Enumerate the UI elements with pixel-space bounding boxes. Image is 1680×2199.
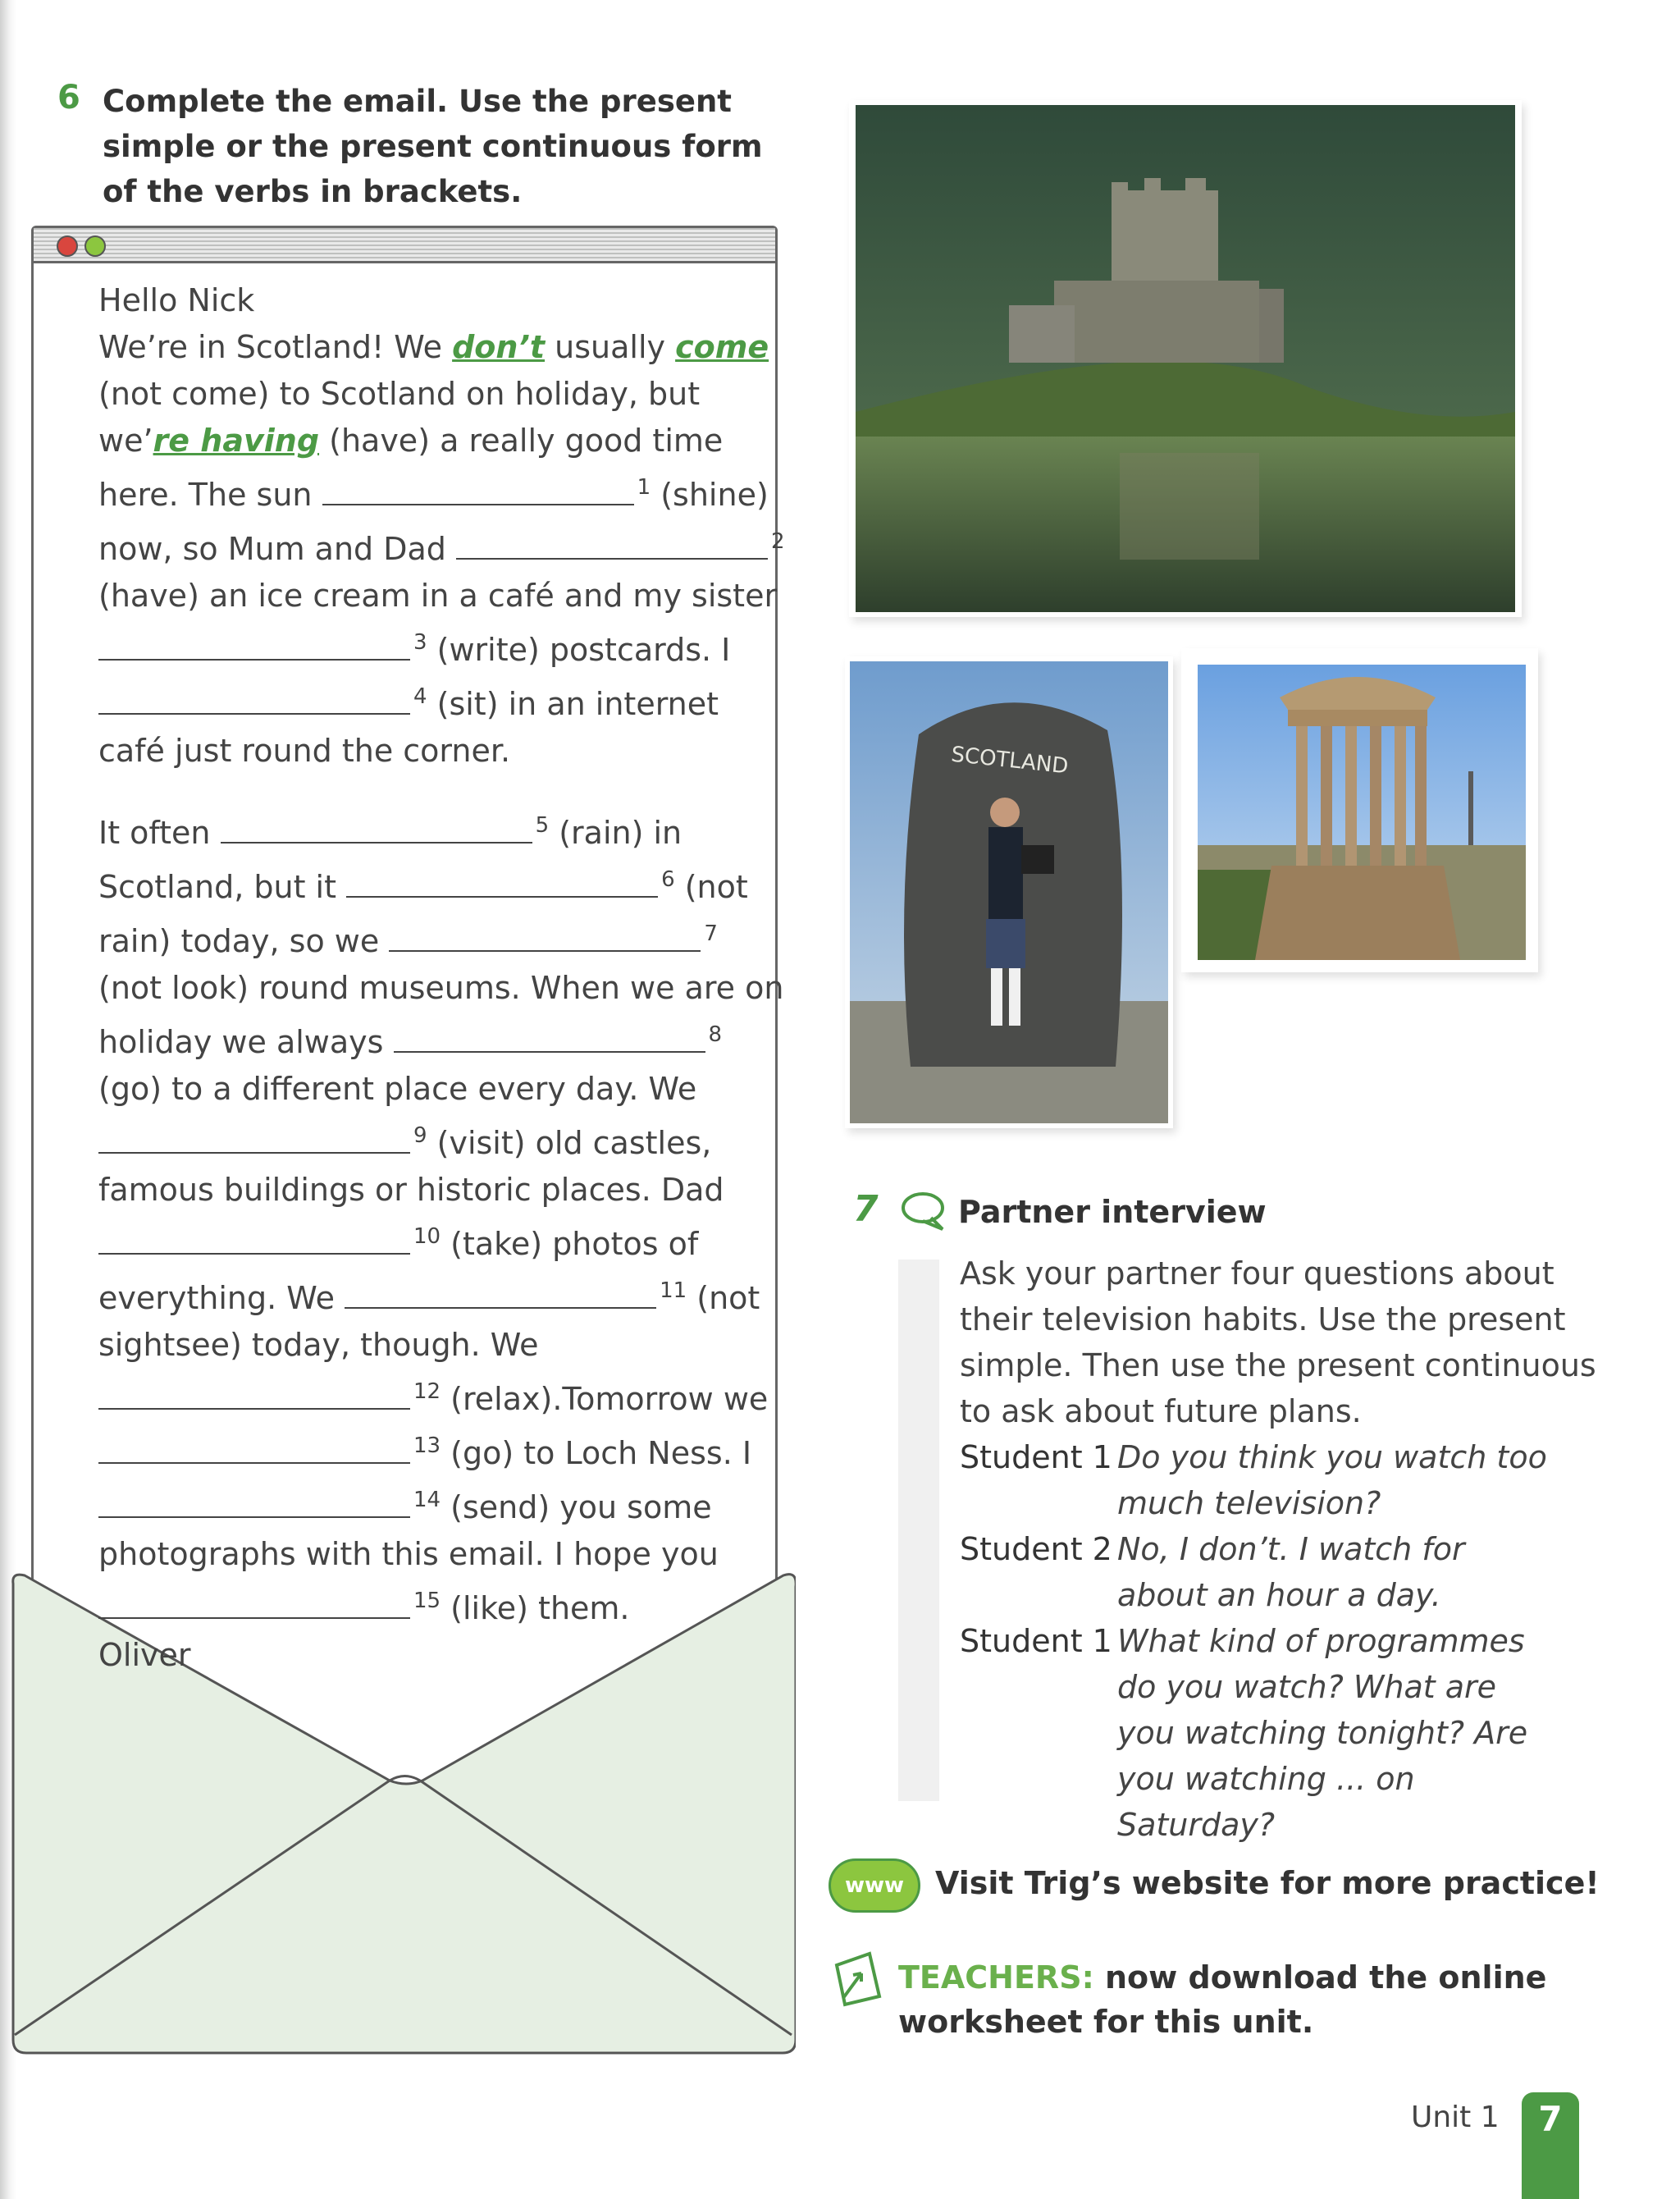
teachers-download-note xyxy=(898,1955,1554,2044)
unit-label: Unit 1 xyxy=(1411,2101,1500,2134)
answer-blank[interactable] xyxy=(98,1127,410,1154)
answer-blank[interactable] xyxy=(98,1438,410,1464)
dialogue-text: What kind of programmes do you watch? What are you watching tonight? Are you watching ... on Saturday? xyxy=(1117,1623,1528,1843)
email-signature: Oliver xyxy=(98,1637,191,1673)
answer-blank[interactable] xyxy=(389,926,701,952)
answer-blank[interactable] xyxy=(98,688,410,715)
exercise-7-body xyxy=(960,1250,1600,1848)
photo-piper-scotland-stone xyxy=(845,656,1173,1128)
dialogue-text: Do you think you watch too much television? xyxy=(1117,1439,1547,1521)
answer-blank[interactable] xyxy=(322,479,634,505)
answer-blank[interactable] xyxy=(346,871,658,898)
answer-blank[interactable] xyxy=(98,1228,410,1255)
answer-blank[interactable] xyxy=(98,1492,410,1518)
dialogue-line xyxy=(960,1434,1600,1526)
answer-blank[interactable] xyxy=(221,817,532,843)
answer-blank[interactable] xyxy=(394,1026,705,1053)
blank-number: 9 xyxy=(413,1123,427,1148)
blank-number: 3 xyxy=(413,630,427,655)
email-paragraph-2: It often $^5$ (rain) in Scotland, but it $^6$ (not rain) today, so we $^7$ (not look) round museums. When we are on holiday we always $^8$ (go) to a different place every day. We $^9$ (visit) old castles, famous buildings or historic places. Dad $^{10}$ (take) photos of everything. We $^{11}$ (not sightsee) today, though. We $^{12}$ (relax).Tomorrow we $^{13}$ (go) to Loch Ness. I $^{14}$ (send) you some photographs with this email. I hope you $^{15}$ (like) them. xyxy=(98,813,784,1626)
exercise-7-side-bar xyxy=(898,1260,939,1801)
blank-number: 2 xyxy=(770,529,785,554)
answer-blank[interactable] xyxy=(98,1593,410,1619)
exercise-7-title: Partner interview xyxy=(958,1194,1267,1230)
maximize-dot-icon xyxy=(84,235,106,257)
blank-number: 8 xyxy=(708,1022,723,1047)
exercise-7-number: 7 xyxy=(853,1188,879,1230)
answer-blank[interactable] xyxy=(456,533,768,560)
blank-number: 5 xyxy=(535,813,550,838)
dialogue-speaker: Student 1 xyxy=(960,1439,1112,1475)
blank-number: 1 xyxy=(637,475,651,500)
exercise-6-number: 6 xyxy=(57,79,80,117)
blank-number: 14 xyxy=(413,1488,441,1512)
www-badge-icon[interactable]: www xyxy=(829,1858,920,1913)
example-answer: come xyxy=(675,329,769,365)
example-answer: don’t xyxy=(452,329,546,365)
page-number: 7 xyxy=(1522,2092,1579,2199)
close-dot-icon xyxy=(57,235,78,257)
email-body xyxy=(98,277,788,1679)
email-greeting: Hello Nick xyxy=(98,282,255,318)
blank-number: 15 xyxy=(413,1589,441,1613)
photo-edinburgh-monument xyxy=(1181,648,1538,972)
speech-bubble-icon xyxy=(898,1190,947,1232)
website-practice-link[interactable]: Visit Trig’s website for more practice! xyxy=(935,1865,1600,1901)
blank-number: 11 xyxy=(660,1278,687,1303)
email-titlebar xyxy=(34,228,775,263)
example-answer: re having xyxy=(153,423,320,459)
email-paragraph-1: We’re in Scotland! We don’t usually come (not come) to Scotland on holiday, but we’re having (have) a really good time here. The sun $^1$ (shine) now, so Mum and Dad $^2$ (have) an ice cream in a café and my sister $^3$ (write) postcards. I $^4$ (sit) in an internet café just round the corner. xyxy=(98,329,785,769)
dialogue-line xyxy=(960,1526,1600,1618)
dialogue-speaker: Student 1 xyxy=(960,1623,1112,1659)
dialogue-speaker: Student 2 xyxy=(960,1531,1112,1567)
exercise-6-instructions: Complete the email. Use the present simple or the present continuous form of the verbs in brackets. xyxy=(103,84,763,209)
photo-castle-loch xyxy=(849,100,1522,617)
answer-blank[interactable] xyxy=(98,1383,410,1410)
teachers-text: now download the online worksheet for this unit. xyxy=(898,1959,1547,2040)
answer-blank[interactable] xyxy=(345,1282,656,1309)
download-worksheet-icon[interactable] xyxy=(829,1949,886,2008)
blank-number: 13 xyxy=(413,1433,441,1458)
answer-blank[interactable] xyxy=(98,634,410,661)
scotland-sign-text: SCOTLAND xyxy=(949,742,1070,779)
blank-number: 7 xyxy=(704,921,718,946)
blank-number: 4 xyxy=(413,684,427,709)
dialogue-line xyxy=(960,1618,1600,1848)
blank-number: 6 xyxy=(661,867,675,892)
exercise-7-instructions: Ask your partner four questions about their television habits. Use the present simple. Then use the present continuous to ask about future plans. xyxy=(960,1255,1596,1429)
dialogue-text: No, I don’t. I watch for about an hour a day. xyxy=(1117,1531,1465,1613)
teachers-label: TEACHERS: xyxy=(898,1959,1094,1996)
blank-number: 12 xyxy=(413,1379,441,1404)
blank-number: 10 xyxy=(413,1224,441,1249)
